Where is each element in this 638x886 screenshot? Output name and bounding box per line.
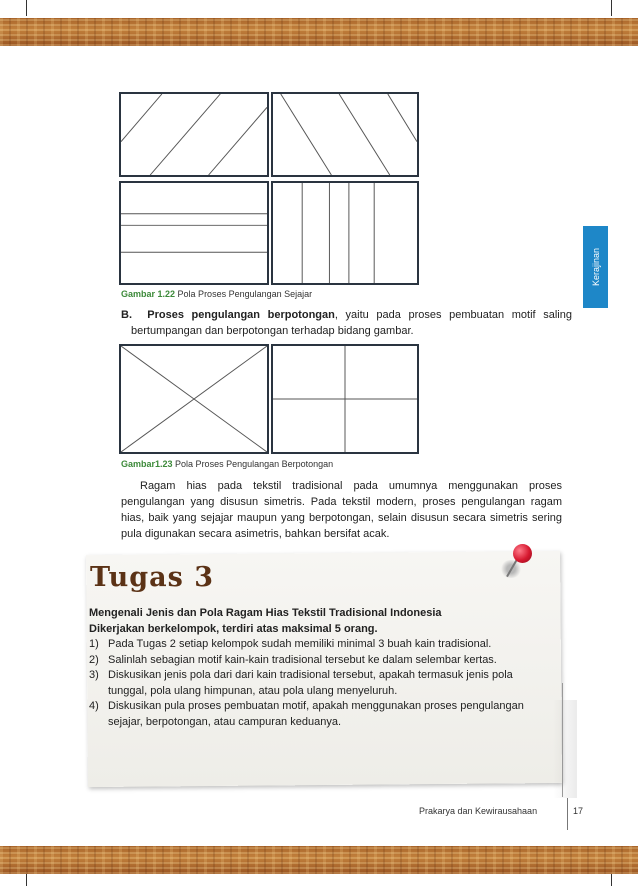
task-item-text: Pada Tugas 2 setiap kelompok sudah memiliki minimal 3 buah kain tradisional. bbox=[108, 638, 492, 650]
chapter-side-tab bbox=[583, 226, 608, 308]
section-b-heading: Proses pengulangan berpotongan bbox=[147, 309, 335, 321]
pattern-diagonal-parallel-left bbox=[119, 92, 269, 177]
pattern-horizontal-stripes bbox=[119, 181, 269, 285]
task-item bbox=[89, 699, 529, 730]
section-b-marker: B. bbox=[121, 309, 132, 321]
body-paragraph: Ragam hias pada tekstil tradisional pada umumnya menggunakan proses pengulangan yang disusun simetris. Pada tekstil modern, proses pengulangan ragam hias, baik yang sejajar maupun yang berpotongan, selain disusun secara simetris sering pula digunakan secara asimetris, bahkan bersifat acak. bbox=[121, 480, 562, 540]
task-item-number: 1) bbox=[89, 638, 99, 650]
note-curl bbox=[553, 700, 577, 798]
pattern-vertical-stripes bbox=[271, 181, 419, 285]
task-item bbox=[89, 668, 529, 699]
figure-1-22-number: Gambar 1.22 bbox=[121, 289, 176, 299]
figure-1-23-number: Gambar1.23 bbox=[121, 459, 173, 469]
wood-header-band bbox=[0, 18, 638, 46]
task-item-number: 4) bbox=[89, 700, 99, 712]
crop-mark bbox=[26, 0, 27, 16]
figure-1-23-caption bbox=[121, 459, 333, 469]
figure-1-22-title: Pola Proses Pengulangan Sejajar bbox=[177, 289, 313, 299]
task-item bbox=[89, 653, 529, 669]
task-subtitle-2: Dikerjakan berkelompok, terdiri atas maksimal 5 orang. bbox=[89, 623, 378, 635]
task-subtitle-1: Mengenali Jenis dan Pola Ragam Hias Tekstil Tradisional Indonesia bbox=[89, 607, 442, 619]
figure-1-22-caption bbox=[121, 289, 312, 299]
task-item-text: Diskusikan pula proses pembuatan motif, apakah menggunakan proses pengulangan sejajar, berpotongan, atau campuran keduanya. bbox=[108, 700, 524, 728]
section-b-text: , yaitu pada proses pembuatan motif saling bertumpangan dan berpotongan terhadap bidang gambar. bbox=[131, 309, 572, 337]
pattern-x-crossing bbox=[119, 344, 269, 454]
task-item-number: 2) bbox=[89, 653, 99, 666]
task-item-text: Diskusikan jenis pola dari dari kain tradisional tersebut, apakah termasuk jenis pola tunggal, pola ulang himpunan, atau pola ulang menyeluruh. bbox=[108, 669, 513, 697]
margin-rule bbox=[562, 683, 563, 797]
crop-mark bbox=[611, 0, 612, 16]
push-pin-icon bbox=[513, 544, 532, 563]
pattern-diagonal-parallel-right bbox=[271, 92, 419, 177]
section-b-paragraph bbox=[121, 307, 572, 339]
footer-book-title: Prakarya dan Kewirausahaan bbox=[419, 806, 538, 816]
chapter-side-tab-label: Kerajinan bbox=[590, 247, 601, 287]
task-title: Tugas 3 bbox=[90, 562, 215, 593]
task-item-text: Salinlah sebagian motif kain-kain tradisional tersebut ke dalam selembar kertas. bbox=[108, 653, 497, 666]
wood-footer-band bbox=[0, 846, 638, 874]
figure-1-23-title: Pola Proses Pengulangan Berpotongan bbox=[175, 459, 334, 469]
pattern-plus-crossing bbox=[271, 344, 419, 454]
task-item-number: 3) bbox=[89, 669, 99, 681]
footer-divider bbox=[567, 798, 568, 830]
task-list bbox=[89, 637, 529, 730]
page-number: 17 bbox=[573, 806, 584, 816]
task-item bbox=[89, 637, 529, 653]
